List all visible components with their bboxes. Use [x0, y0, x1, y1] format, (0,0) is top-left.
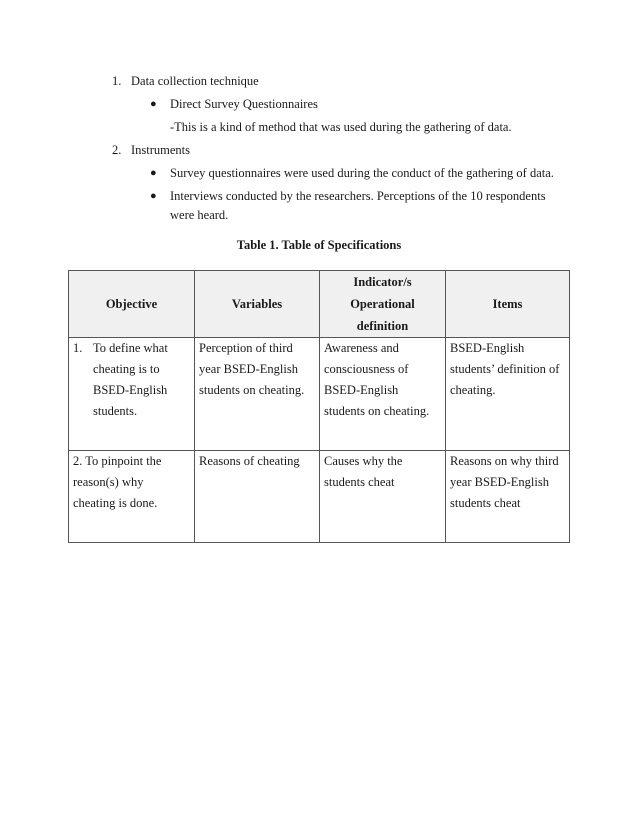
cell-line: Perception of third [199, 341, 293, 355]
cell-line: Reasons on why third [450, 454, 559, 468]
cell-objective [69, 451, 195, 543]
table-header-row [69, 271, 570, 338]
table-caption: Table 1. Table of Specifications [236, 238, 402, 252]
cell-line: year BSED-English [450, 475, 549, 489]
cell-items [446, 451, 570, 543]
cell-line: students cheat [324, 475, 395, 489]
cell-line: Causes why the [324, 454, 403, 468]
bullet-icon: ● [150, 190, 157, 202]
cell-line: year BSED-English [199, 362, 298, 376]
bullet-interviews-continued: were heard. [170, 208, 229, 222]
cell-line: Awareness and [324, 341, 399, 355]
cell-line: students. [93, 404, 138, 418]
cell-variables [195, 451, 320, 543]
list-item-instruments: Instruments [131, 143, 191, 157]
cell-line: BSED-English [450, 341, 525, 355]
table-row [69, 451, 570, 543]
bullet-direct-survey-questionnaires: Direct Survey Questionnaires [170, 97, 318, 111]
cell-line: cheating is to [93, 362, 160, 376]
bullet-survey-questionnaires: Survey questionnaires were used during the conduct of the gathering of data. [170, 166, 554, 180]
cell-objective [69, 338, 195, 451]
cell-line: cheating is done. [73, 496, 158, 510]
cell-line: students cheat [450, 496, 521, 510]
specifications-table [68, 270, 570, 543]
header-items: Items [446, 271, 570, 338]
list-item-data-collection-technique: Data collection technique [131, 74, 259, 88]
bullet-icon: ● [150, 98, 157, 110]
cell-items [446, 338, 570, 451]
method-note: -This is a kind of method that was used during the gathering of data. [170, 120, 512, 134]
bullet-icon: ● [150, 167, 157, 179]
cell-line: students’ definition of [450, 362, 560, 376]
cell-line: Reasons of cheating [199, 454, 300, 468]
cell-indicator [320, 451, 446, 543]
cell-line: BSED-English [93, 383, 168, 397]
list-number-1: 1. [112, 74, 122, 88]
header-indicator-line: definition [356, 319, 409, 333]
cell-line: reason(s) why [73, 475, 144, 489]
header-indicator-line: Operational [350, 297, 415, 311]
objective-number: 1. [73, 341, 83, 355]
cell-line: students on cheating. [199, 383, 305, 397]
cell-line: To define what [93, 341, 168, 355]
cell-line: consciousness of [324, 362, 409, 376]
table-row [69, 338, 570, 451]
cell-variables [195, 338, 320, 451]
cell-line: students on cheating. [324, 404, 430, 418]
header-variables: Variables [195, 271, 320, 338]
header-indicator [320, 271, 446, 338]
cell-line: cheating. [450, 383, 496, 397]
bullet-interviews: Interviews conducted by the researchers. Perceptions of the 10 respondents [170, 189, 546, 203]
header-indicator-line: Indicator/s [353, 275, 412, 289]
cell-line: 2. To pinpoint the [73, 454, 162, 468]
cell-indicator [320, 338, 446, 451]
cell-line: BSED-English [324, 383, 399, 397]
list-number-2: 2. [112, 143, 122, 157]
header-objective: Objective [69, 271, 195, 338]
